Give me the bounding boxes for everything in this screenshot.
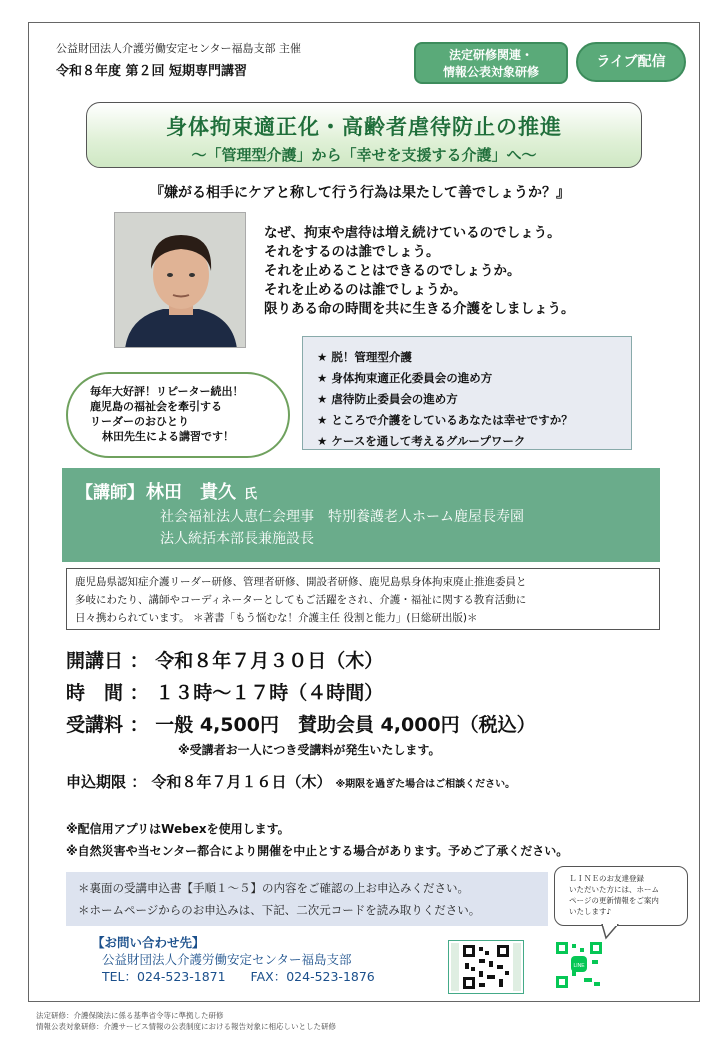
line-bubble-line: ＬＩＮＥのお友達登録 xyxy=(569,874,644,883)
deadline-note: ※期限を過ぎた場合はご相談ください。 xyxy=(335,779,516,790)
bio-line: 日々携わられています。 ＊著書「もう悩むな！介護主任 役割と能力」(日総研出版)＊ xyxy=(75,612,478,624)
svg-text:LINE: LINE xyxy=(573,963,585,969)
lecturer-affiliation-1: 社会福祉法人恵仁会理事 特別養護老人ホーム鹿屋長寿園 xyxy=(160,509,524,525)
cloud-line: 毎年大好評！リピーター続出！ xyxy=(90,385,244,398)
intro-text xyxy=(264,224,575,319)
point-item: ★ 脱！管理型介護 xyxy=(317,350,412,364)
organizer-text: 公益財団法人介護労働安定センター福島支部 主催 xyxy=(56,42,302,55)
footer-line: 法定研修：介護保険法に係る基準省令等に準拠した研修 xyxy=(36,1011,224,1020)
cautions xyxy=(66,818,568,862)
date-line: 開講日 ： 令和８年７月３０日（木） xyxy=(66,650,384,672)
live-badge: ライブ配信 xyxy=(576,42,686,82)
contact-heading: 【お問い合わせ先】 xyxy=(92,935,205,950)
point-item: ★ 身体拘束適正化委員会の進め方 xyxy=(317,371,493,385)
cloud-line: 鹿児島の福祉会を牽引する xyxy=(90,400,222,413)
caution-line: ※配信用アプリはWebexを使用します。 xyxy=(66,822,290,836)
footer-notes xyxy=(36,1010,336,1032)
training-badge-line2: 情報公表対象研修 xyxy=(442,65,539,79)
line-qr-icon xyxy=(554,940,604,990)
lecturer-photo xyxy=(114,212,246,348)
main-title: 身体拘束適正化・高齢者虐待防止の推進 xyxy=(166,115,562,139)
lecturer-label: 【講師】 xyxy=(76,483,144,503)
line-qr-code[interactable] xyxy=(554,940,604,990)
qr-code-icon xyxy=(449,941,523,993)
line-bubble-line: いたします♪ xyxy=(569,907,612,916)
lecturer-honorific: 氏 xyxy=(244,487,258,502)
caution-line: ※自然災害や当センター都合により開催を中止とする場合があります。予めご了承ください。 xyxy=(66,844,569,858)
point-item: ★ 虐待防止委員会の進め方 xyxy=(317,392,458,406)
training-badge xyxy=(414,42,568,84)
homepage-qr-code[interactable] xyxy=(448,940,524,994)
contact-org: 公益財団法人介護労働安定センター福島支部 xyxy=(102,952,352,967)
intro-line: なぜ、拘束や虐待は増え続けているのでしょう。 xyxy=(264,225,561,241)
title-box xyxy=(86,102,642,168)
cloud-line: 林田先生による講習です！ xyxy=(102,430,234,443)
sub-title: ～「管理型介護」から「幸せを支援する介護」へ～ xyxy=(191,146,537,164)
deadline-text: 申込期限 ： 令和８年７月１６日（木） xyxy=(66,773,332,791)
series-title: 令和８年度 第２回 短期専門講習 xyxy=(56,64,248,79)
lecturer-name: 林田 貴久 xyxy=(146,482,236,503)
recommend-cloud xyxy=(66,372,290,458)
lecturer-bio xyxy=(66,568,660,630)
time-line: 時 間 ： １３時～１７時（４時間） xyxy=(66,682,384,704)
lecturer-affiliation-2: 法人統括本部長兼施設長 xyxy=(160,531,314,547)
contact-phone: TEL：024-523-1871 FAX：024-523-1876 xyxy=(102,969,375,984)
line-bubble-line: いただいた方には、ホーム xyxy=(569,885,659,894)
intro-line: 限りある命の時間を共に生きる介護をしましょう。 xyxy=(264,301,575,317)
lecturer-name-row xyxy=(76,478,660,504)
training-badge-line1: 法定研修関連・ xyxy=(448,48,533,62)
footer-line: 情報公表対象研修：介護サービス情報の公表制度における報告対象に相応しいとした研修 xyxy=(36,1022,336,1031)
info-line: ＊ホームページからのお申込みは、下記、二次元コードを読み取りください。 xyxy=(78,903,481,917)
cloud-line: リーダーのおひとり xyxy=(90,415,189,428)
intro-line: それを止めることはできるのでしょうか。 xyxy=(264,263,521,279)
fee-note: ※受講者お一人につき受講料が発生いたします。 xyxy=(178,743,441,757)
application-info-box xyxy=(66,872,548,926)
fee-line: 受講料 ： 一般 4,500円 賛助会員 4,000円（税込） xyxy=(66,714,536,736)
info-line: ＊裏面の受講申込書【手順１～５】の内容をご確認の上お申込みください。 xyxy=(78,881,469,895)
point-item: ★ ところで介護をしているあなたは幸せですか？ xyxy=(317,413,573,427)
bio-line: 多岐にわたり、講師やコーディネーターとしてもご活躍をされ、介護・福祉に関する教育活動に xyxy=(75,594,527,606)
contact-block xyxy=(92,934,375,985)
key-points-box xyxy=(302,336,632,450)
line-bubble-line: ページの更新情報をご案内 xyxy=(569,896,659,905)
bio-line: 鹿児島県認知症介護リーダー研修、管理者研修、開設者研修、鹿児島県身体拘束廃止推進委員と xyxy=(75,576,527,588)
bubble-tail-icon xyxy=(600,924,622,940)
quote-text: 『嫌がる相手にケアと称して行う行為は果たして善でしょうか？』 xyxy=(150,185,570,201)
deadline-line xyxy=(66,771,515,792)
intro-line: それをするのは誰でしょう。 xyxy=(264,244,440,260)
line-speech-bubble xyxy=(554,866,688,926)
intro-line: それを止めるのは誰でしょうか。 xyxy=(264,282,467,298)
lecturer-panel xyxy=(62,468,660,562)
point-item: ★ ケースを通して考えるグループワーク xyxy=(317,434,526,448)
